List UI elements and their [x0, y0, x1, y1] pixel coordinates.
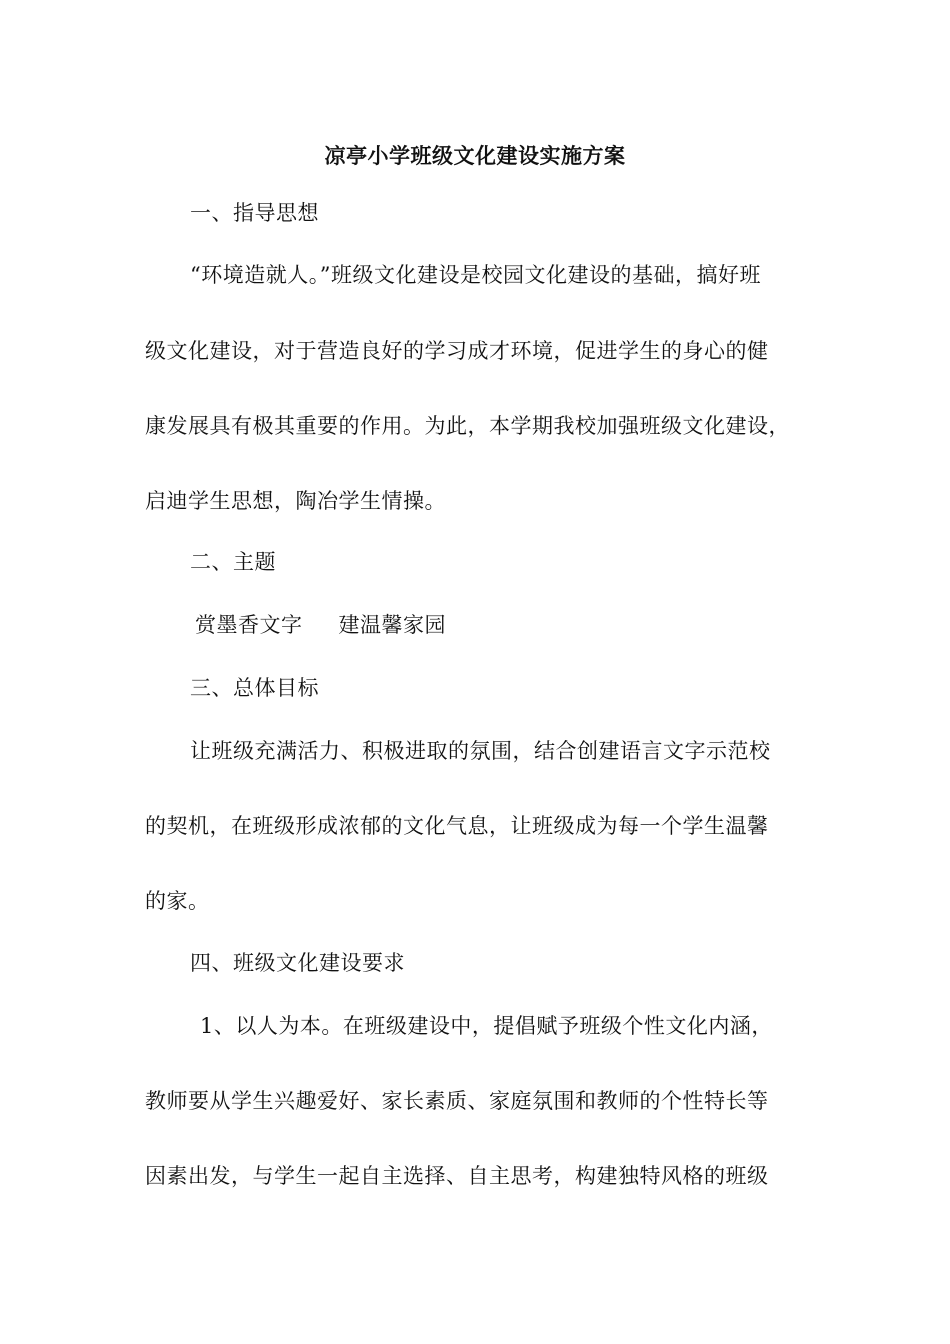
- paragraph-line: “环境造就人。”班级文化建设是校园文化建设的基础，搞好班: [190, 263, 761, 287]
- document-title: 凉亭小学班级文化建设实施方案: [324, 144, 626, 168]
- paragraph-line: 启迪学生思想，陶冶学生情操。: [145, 489, 446, 513]
- numbered-item-line: [200, 1013, 773, 1039]
- section-heading-theme: 二、主题: [190, 550, 276, 574]
- paragraph-line: 的家。: [145, 889, 210, 913]
- theme-part-2: 建温馨家园: [338, 613, 446, 637]
- item-text: 以人为本。在班级建设中，提倡赋予班级个性文化内涵，: [235, 1014, 773, 1038]
- paragraph-line: 康发展具有极其重要的作用。为此，本学期我校加强班级文化建设，: [145, 414, 790, 438]
- section-heading-requirements: 四、班级文化建设要求: [190, 951, 405, 975]
- paragraph-line: 让班级充满活力、积极进取的氛围，结合创建语言文字示范校: [190, 739, 771, 763]
- paragraph-line: 级文化建设，对于营造良好的学习成才环境，促进学生的身心的健: [145, 339, 769, 363]
- section-heading-overall-goal: 三、总体目标: [190, 676, 319, 700]
- theme-part-1: 赏墨香文字: [195, 613, 303, 637]
- theme-line: [195, 612, 446, 638]
- paragraph-line: 因素出发，与学生一起自主选择、自主思考，构建独特风格的班级: [145, 1164, 769, 1188]
- paragraph-line: 的契机，在班级形成浓郁的文化气息，让班级成为每一个学生温馨: [145, 814, 769, 838]
- section-heading-guiding-ideology: 一、指导思想: [190, 201, 319, 225]
- item-number: 1、: [200, 1014, 236, 1038]
- paragraph-line: 教师要从学生兴趣爱好、家长素质、家庭氛围和教师的个性特长等: [145, 1089, 769, 1113]
